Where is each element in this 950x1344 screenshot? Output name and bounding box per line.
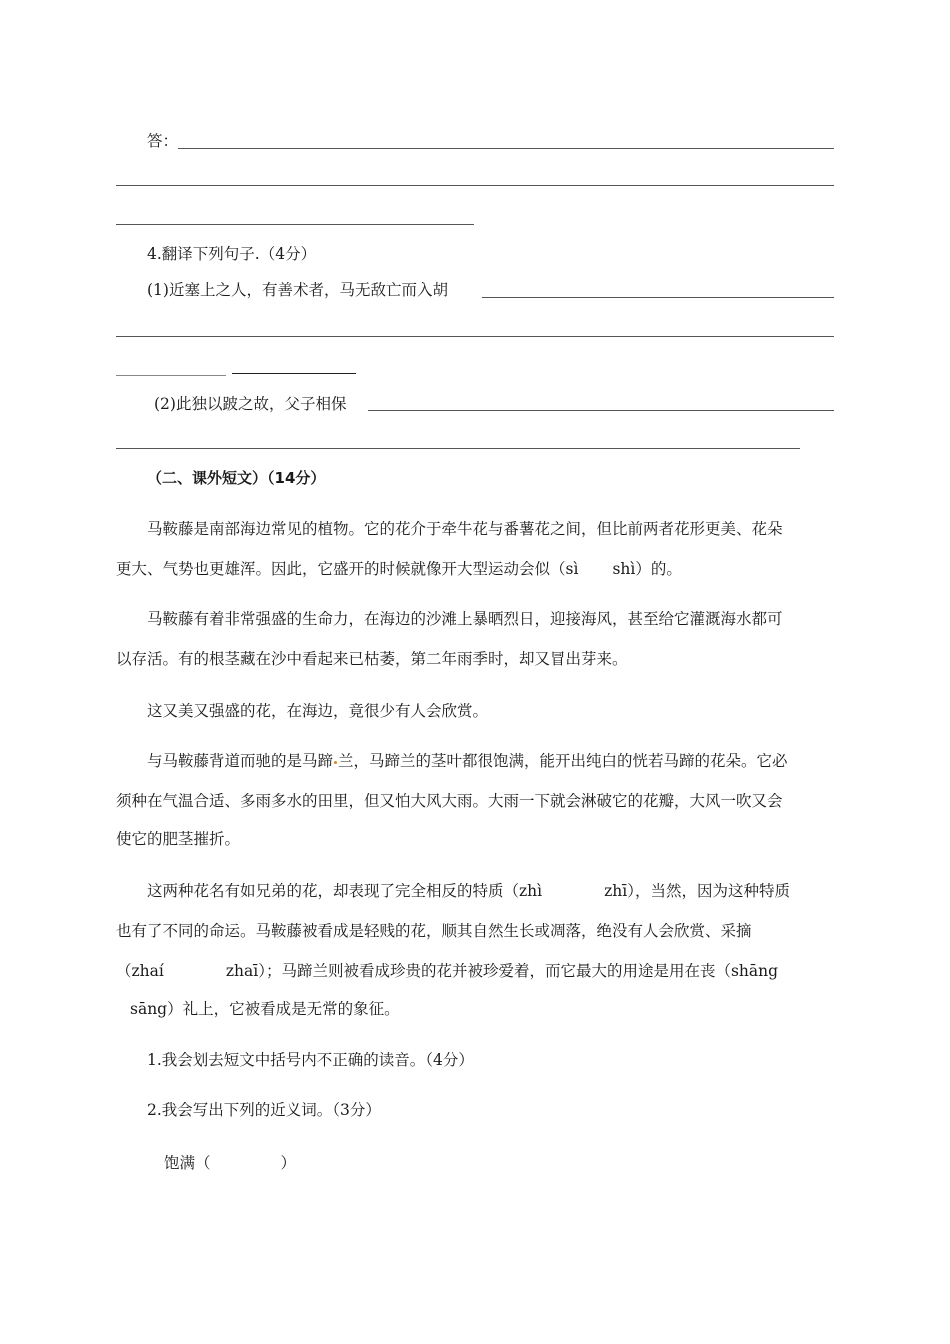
passage-text: zhaī）；马蹄兰则被看成珍贵的花并被珍爱着，而它最大的用途是用在丧（shāng [225,962,779,980]
synonym-item [164,1153,296,1173]
passage-text: 更大、气势也更雄浑。因此，它盛 [116,560,349,578]
translation-blank-2[interactable] [116,336,834,337]
passage-text: shì）的。 [612,560,682,578]
answer-blank-2[interactable] [116,185,834,186]
passage-text: （zhaí [116,962,164,980]
passage-p1-line2 [116,559,682,579]
translation-blank-6[interactable] [116,448,800,449]
passage-p5-line4: sāng）礼上，它被看成是无常的象征。 [130,1000,400,1018]
passage-p4-line2: 须种在气温合适、多雨多水的田里，但又怕大风大雨。大雨一下就会淋破它的花瓣，大风一吹又会 [116,792,783,810]
answer-blank-3[interactable] [116,224,474,225]
synonym-close: ） [280,1154,297,1172]
translation-blank-4[interactable] [232,373,356,374]
passage-p4-line1 [147,751,788,771]
passage-text: 兰，马蹄兰的茎叶都很饱满，能开出纯白的恍若马蹄的花朵。它必 [338,752,788,770]
passage-p1-line1: 马鞍藤是南部海边常见的植物。它的花介于牵牛花与番薯花之间，但比前两者花形更美、花朵 [147,520,783,538]
passage-p2-line2: 以存活。有的根茎藏在沙中看起来已枯萎，第二年雨季时，却又冒出芽来。 [116,650,628,668]
passage-text: 与马鞍藤背道而驰的是马蹄 [147,752,334,770]
passage-p5-line1 [147,881,790,901]
answer-label: 答： [147,132,179,150]
answer-blank-1[interactable] [178,148,834,149]
translation-blank-1[interactable] [482,297,834,298]
question-2: 2.我会写出下列的近义词。（3分） [147,1101,381,1119]
passage-text: 开的时候就像开大型运动会似（sì [348,560,579,578]
passage-text: zhī），当然，因为这种特质 [604,882,790,900]
question-1: 1.我会划去短文中括号内不正确的读音。（4分） [147,1051,474,1069]
translation-blank-5[interactable] [368,410,834,411]
passage-p4-line3: 使它的肥茎摧折。 [116,830,241,848]
section-heading: （二、课外短文）（14分） [147,469,326,487]
passage-p3: 这又美又强盛的花，在海边，竟很少有人会欣赏。 [147,702,489,720]
passage-p2-line1: 马鞍藤有着非常强盛的生命力，在海边的沙滩上暴晒烈日，迎接海风，甚至给它灌溉海水都可 [147,610,783,628]
question-4-sentence-1: (1)近塞上之人，有善术者，马无敌亡而入胡 [147,281,448,299]
mark-dot [334,761,337,764]
question-4-title: 4.翻译下列句子.（4分） [147,245,317,263]
passage-p5-line3 [116,961,778,981]
translation-blank-3[interactable] [116,375,226,376]
passage-text: 这两种花名有如兄弟的花，却表现了完全相反的特质（zhì [147,882,543,900]
passage-p5-line2: 也有了不同的命运。马鞍藤被看成是轻贱的花，顺其自然生长或凋落，绝没有人会欣赏、采摘 [116,922,752,940]
question-4-sentence-2: (2)此独以跛之故，父子相保 [154,395,347,413]
synonym-word: 饱满（ [164,1154,211,1172]
